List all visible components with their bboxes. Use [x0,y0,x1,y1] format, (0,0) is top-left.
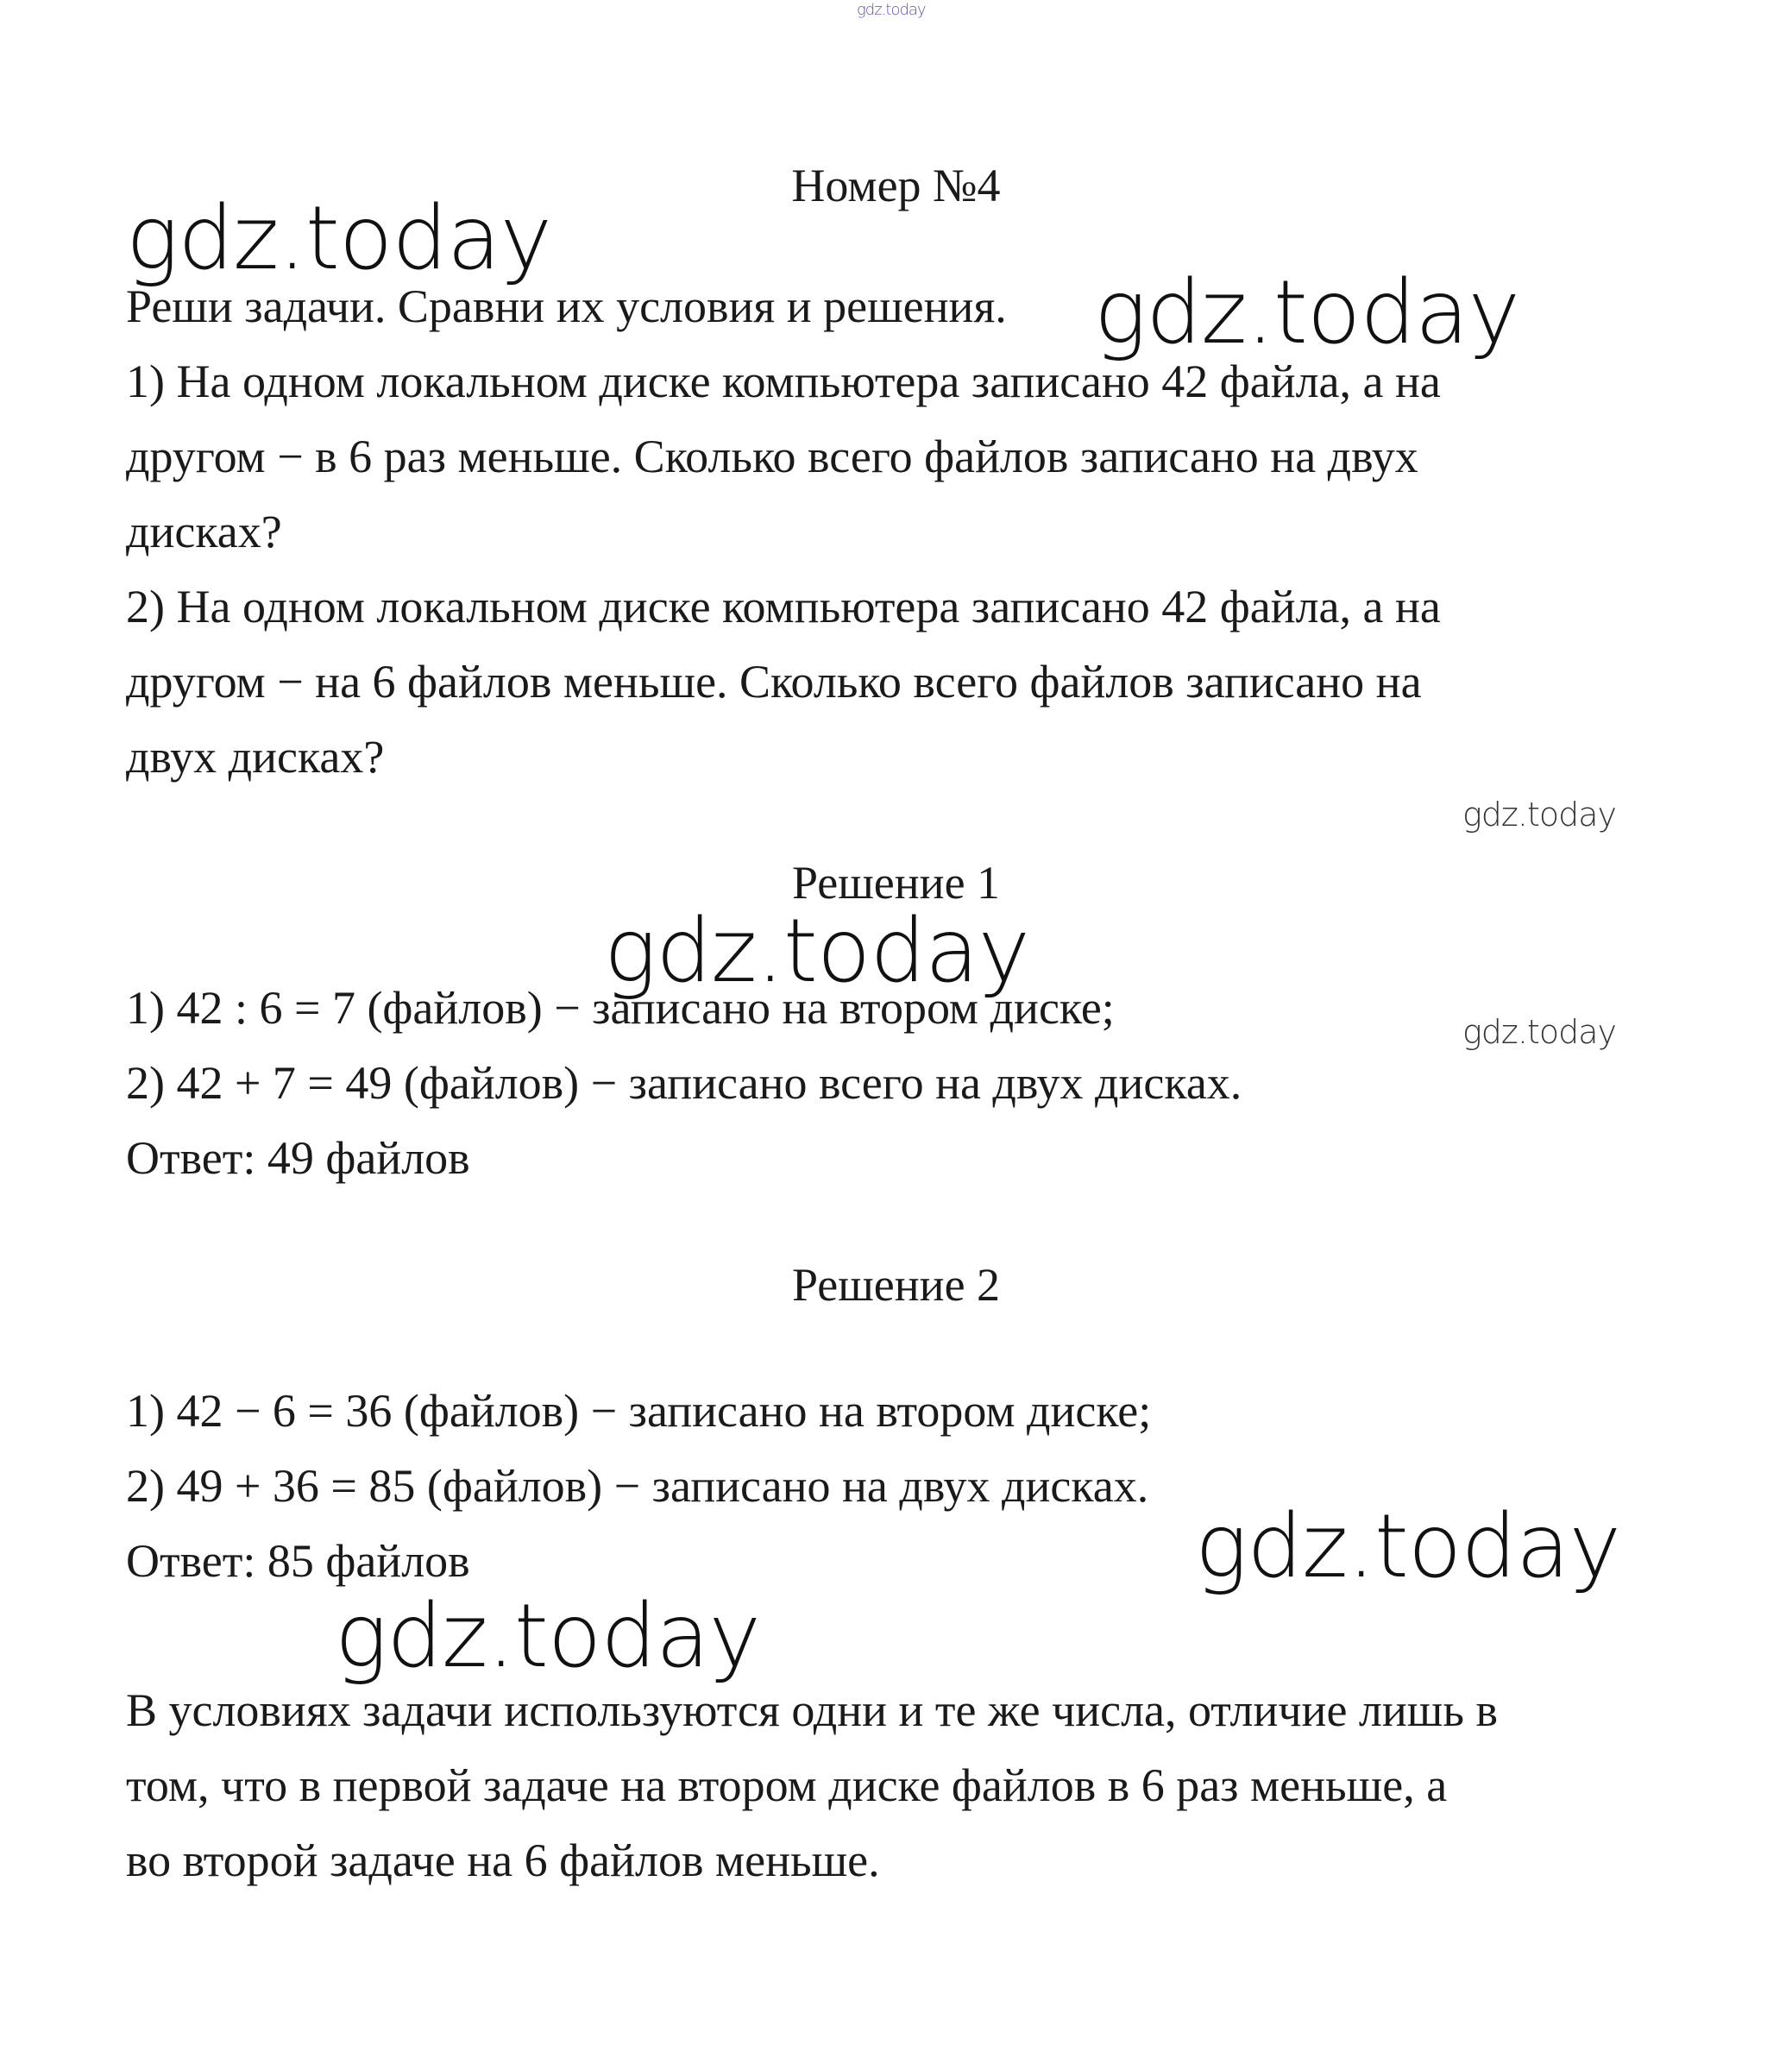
watermark: gdz.today [1195,1495,1620,1598]
solution1-step: 2) 42 + 7 = 49 (файлов) − записано всего на двух дисках. [126,1057,1242,1109]
solution1-heading: Решение 1 [791,857,1001,909]
conclusion-line: том, что в первой задаче на втором диске файлов в 6 раз меньше, а [126,1759,1448,1811]
problem2-line: другом − на 6 файлов меньше. Сколько всего файлов записано на [126,656,1422,708]
solution1-answer: Ответ: 49 файлов [126,1132,470,1184]
solution1-step: 1) 42 : 6 = 7 (файлов) − записано на втором диске; [126,982,1115,1034]
conclusion-line: во второй задаче на 6 файлов меньше. [126,1834,880,1886]
watermark: gdz.today [1462,1013,1616,1051]
problem1-line: дисках? [126,506,282,557]
watermark: gdz.today [1094,261,1519,364]
watermark: gdz.today [1462,796,1616,834]
problem1-line: 1) На одном локальном диске компьютера записано 42 файла, а на [126,356,1441,407]
page-title: Номер №4 [791,160,1001,211]
watermark: gdz.today [335,1585,760,1688]
watermark: gdz.today [604,900,1029,1003]
watermark-top: gdz.today [857,1,926,19]
conclusion-line: В условиях задачи используются одни и те же числа, отличие лишь в [126,1684,1498,1736]
problem2-line: 2) На одном локальном диске компьютера записано 42 файла, а на [126,581,1441,632]
solution2-step: 2) 49 + 36 = 85 (файлов) − записано на двух дисках. [126,1460,1149,1512]
watermark: gdz.today [126,187,551,290]
problem1-line: другом − в 6 раз меньше. Сколько всего файлов записано на двух [126,431,1418,482]
solution2-step: 1) 42 − 6 = 36 (файлов) − записано на втором диске; [126,1385,1152,1437]
solution2-heading: Решение 2 [791,1259,1001,1311]
task-instruction: Реши задачи. Сравни их условия и решения. [126,280,1007,332]
problem2-line: двух дисках? [126,731,385,783]
solution2-answer: Ответ: 85 файлов [126,1535,470,1587]
